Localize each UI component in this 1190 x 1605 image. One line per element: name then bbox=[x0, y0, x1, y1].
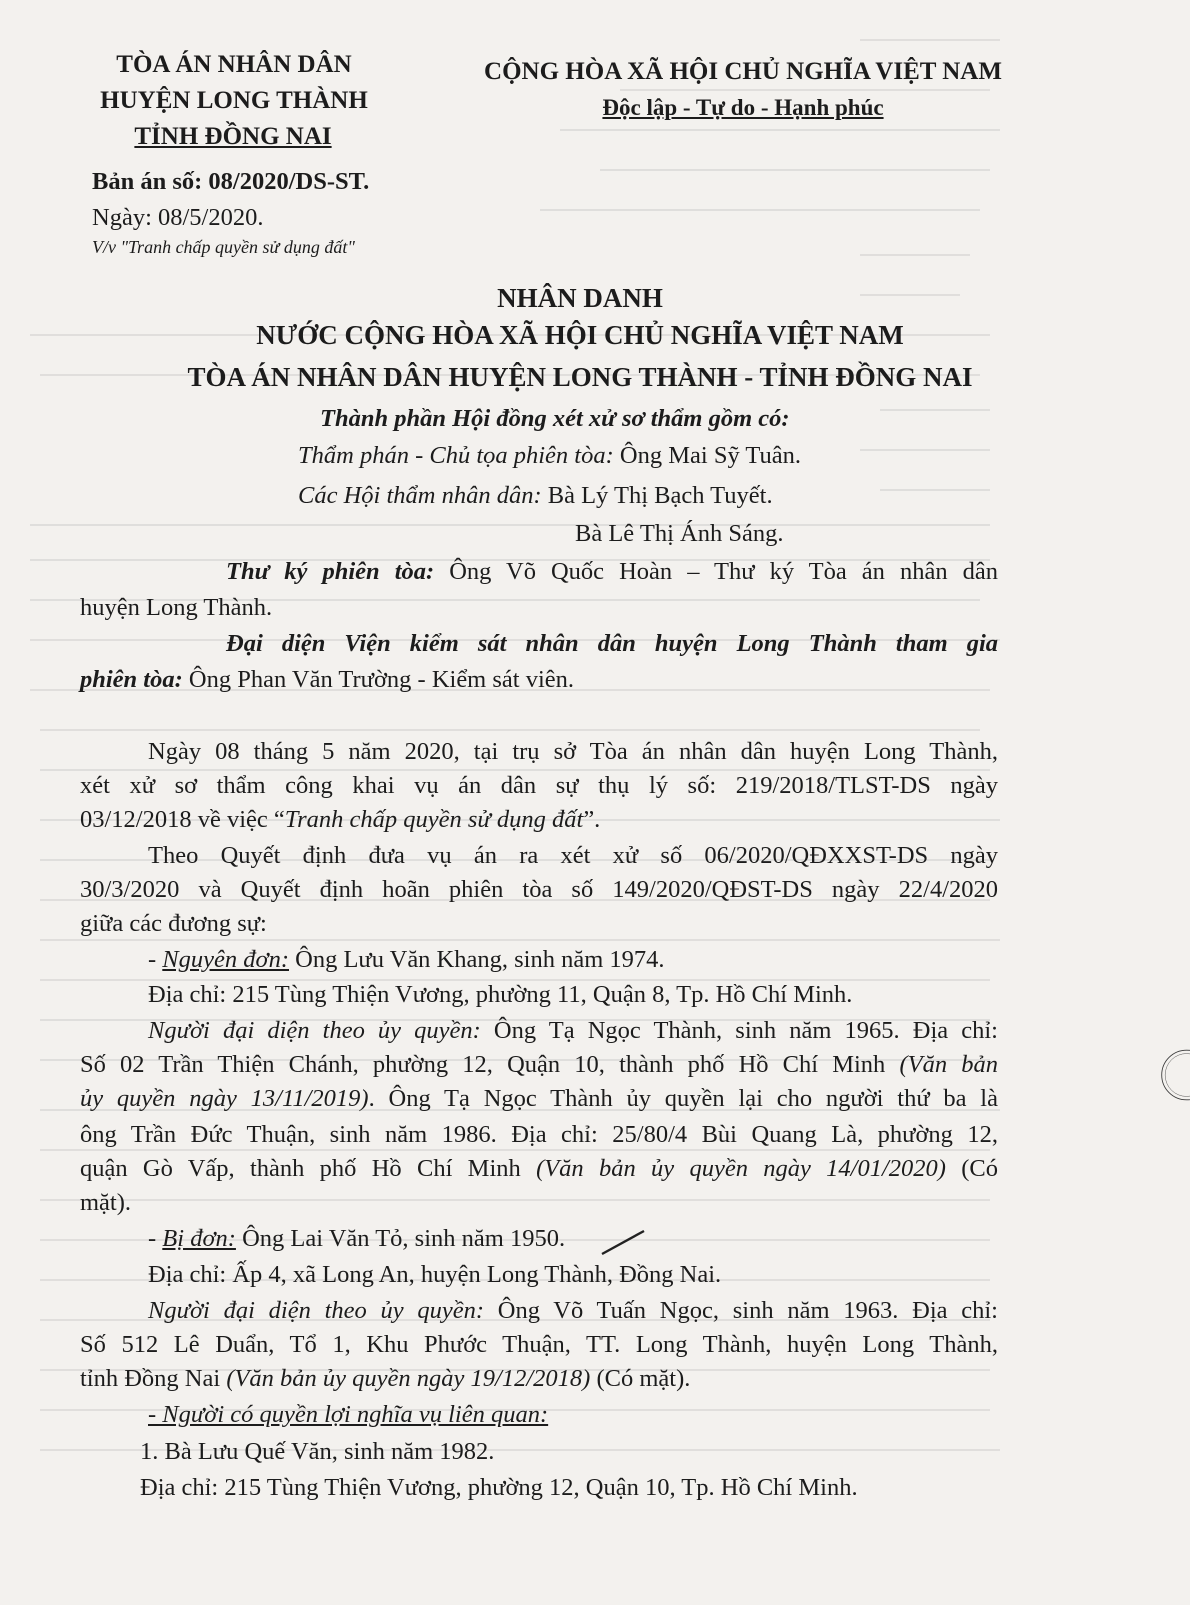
judgment-number: Bản án số: 08/2020/DS-ST. bbox=[92, 168, 370, 195]
rep2-line1 bbox=[148, 1296, 998, 1326]
rep2-line3-end: (Có mặt). bbox=[590, 1365, 691, 1392]
rep2-line3-italic: (Văn bản ủy quyền ngày 19/12/2018) bbox=[226, 1365, 591, 1392]
rep1-line3-text: . Ông Tạ Ngọc Thành ủy quyền lại cho người thứ ba là bbox=[368, 1085, 998, 1112]
rep1-line2-italic: (Văn bản bbox=[899, 1051, 998, 1078]
plaintiff-dash: - bbox=[148, 946, 163, 973]
para1-line3-end: ”. bbox=[583, 806, 601, 833]
republic-name: CỘNG HÒA XÃ HỘI CHỦ NGHĨA VIỆT NAM bbox=[484, 58, 1002, 85]
rep1-label: Người đại diện theo ủy quyền: bbox=[148, 1017, 481, 1044]
rep2-line3 bbox=[80, 1364, 690, 1394]
court-name-line1: TÒA ÁN NHÂN DÂN bbox=[116, 51, 352, 78]
clerk-text: Ông Võ Quốc Hoàn – Thư ký Tòa án nhân dân bbox=[434, 558, 999, 585]
rep1-line5-text: quận Gò Vấp, thành phố Hồ Chí Minh bbox=[80, 1155, 537, 1182]
para2-line3: giữa các đương sự: bbox=[80, 910, 267, 937]
rep1-line5 bbox=[80, 1154, 998, 1184]
presiding-judge bbox=[298, 441, 801, 471]
procuracy-line2 bbox=[80, 665, 574, 695]
rep1-line5-end: (Có bbox=[945, 1155, 998, 1182]
presiding-judge-label: Thẩm phán - Chủ tọa phiên tòa: bbox=[298, 442, 614, 469]
assessor-1: Bà Lý Thị Bạch Tuyết. bbox=[541, 482, 773, 509]
rep2-line3-text: tỉnh Đồng Nai bbox=[80, 1365, 227, 1392]
case-subject: Tranh chấp quyền sử dụng đất bbox=[284, 806, 584, 833]
title-line2: NƯỚC CỘNG HÒA XÃ HỘI CHỦ NGHĨA VIỆT NAM bbox=[256, 320, 904, 350]
defendant-address: Địa chỉ: Ấp 4, xã Long An, huyện Long Thành, Đồng Nai. bbox=[148, 1261, 722, 1288]
para2-line2: 30/3/2020 và Quyết định hoãn phiên tòa số 149/2020/QĐST-DS ngày 22/4/2020 bbox=[80, 876, 998, 903]
procuracy-label2: phiên tòa: bbox=[80, 666, 183, 693]
plaintiff-text: Ông Lưu Văn Khang, sinh năm 1974. bbox=[289, 946, 665, 973]
defendant-line bbox=[148, 1224, 565, 1254]
title-line1: NHÂN DANH bbox=[497, 283, 663, 313]
rep1-line6: mặt). bbox=[80, 1189, 132, 1216]
plaintiff-line bbox=[148, 945, 665, 975]
national-motto: Độc lập - Tự do - Hạnh phúc bbox=[602, 95, 884, 120]
panel-heading: Thành phần Hội đồng xét xử sơ thẩm gồm có: bbox=[320, 405, 790, 432]
defendant-label: Bị đơn: bbox=[162, 1225, 236, 1252]
pen-check-mark bbox=[600, 1228, 646, 1258]
procuracy-line1: Đại diện Viện kiểm sát nhân dân huyện Long Thành tham gia bbox=[226, 630, 998, 657]
clerk-label: Thư ký phiên tòa: bbox=[226, 558, 435, 585]
defendant-text: Ông Lai Văn Tỏ, sinh năm 1950. bbox=[235, 1225, 566, 1252]
judgment-date: Ngày: 08/5/2020. bbox=[92, 204, 264, 231]
rep1-line2 bbox=[80, 1050, 998, 1080]
assessor-2: Bà Lê Thị Ánh Sáng. bbox=[575, 520, 784, 547]
related-party-1-address: Địa chỉ: 215 Tùng Thiện Vương, phường 12, Quận 10, Tp. Hồ Chí Minh. bbox=[140, 1474, 858, 1501]
clerk-line2: huyện Long Thành. bbox=[80, 594, 273, 621]
judgment-subject: V/v "Tranh chấp quyền sử dụng đất" bbox=[92, 237, 355, 257]
assessors-label: Các Hội thẩm nhân dân: bbox=[298, 482, 542, 509]
para1-line1: Ngày 08 tháng 5 năm 2020, tại trụ sở Tòa án nhân dân huyện Long Thành, bbox=[148, 738, 998, 765]
clerk-line1 bbox=[226, 557, 998, 587]
rep2-line2: Số 512 Lê Duẩn, Tổ 1, Khu Phước Thuận, TT. Long Thành, huyện Long Thành, bbox=[80, 1331, 998, 1358]
rep1-text: Ông Tạ Ngọc Thành, sinh năm 1965. Địa chỉ: bbox=[480, 1017, 998, 1044]
related-parties-label: - Người có quyền lợi nghĩa vụ liên quan: bbox=[148, 1401, 549, 1428]
plaintiff-label: Nguyên đơn: bbox=[162, 946, 289, 973]
rep1-line4: ông Trần Đức Thuận, sinh năm 1986. Địa chỉ: 25/80/4 Bùi Quang Là, phường 12, bbox=[80, 1121, 998, 1148]
para2-line1: Theo Quyết định đưa vụ án ra xét xử số 06/2020/QĐXXST-DS ngày bbox=[148, 842, 998, 869]
rep1-line2-text: Số 02 Trần Thiện Chánh, phường 12, Quận 10, thành phố Hồ Chí Minh bbox=[80, 1051, 900, 1078]
para1-line3-start: 03/12/2018 về việc “ bbox=[80, 806, 285, 833]
court-name-line3: TỈNH ĐỒNG NAI bbox=[134, 123, 332, 150]
para1-line2: xét xử sơ thẩm công khai vụ án dân sự thụ lý số: 219/2018/TLST-DS ngày bbox=[80, 772, 998, 799]
plaintiff-address: Địa chỉ: 215 Tùng Thiện Vương, phường 11, Quận 8, Tp. Hồ Chí Minh. bbox=[148, 981, 853, 1008]
procurator-text: Ông Phan Văn Trường - Kiểm sát viên. bbox=[182, 666, 575, 693]
court-name-line2: HUYỆN LONG THÀNH bbox=[100, 87, 368, 114]
rep1-line3 bbox=[80, 1084, 998, 1114]
people-assessors bbox=[298, 481, 773, 511]
rep2-label: Người đại diện theo ủy quyền: bbox=[148, 1297, 485, 1324]
rep1-line1 bbox=[148, 1016, 998, 1046]
title-line3: TÒA ÁN NHÂN DÂN HUYỆN LONG THÀNH - TỈNH ĐỒNG NAI bbox=[187, 362, 973, 392]
court-seal-stamp bbox=[1160, 1010, 1190, 1140]
para1-line3 bbox=[80, 805, 600, 835]
rep1-line5-italic: (Văn bản ủy quyền ngày 14/01/2020) bbox=[536, 1155, 946, 1182]
rep2-text: Ông Võ Tuấn Ngọc, sinh năm 1963. Địa chỉ: bbox=[484, 1297, 998, 1324]
defendant-dash: - bbox=[148, 1225, 163, 1252]
rep1-line3-italic: ủy quyền ngày 13/11/2019) bbox=[80, 1085, 369, 1112]
presiding-judge-name: Ông Mai Sỹ Tuân. bbox=[613, 442, 801, 469]
related-party-1: 1. Bà Lưu Quế Văn, sinh năm 1982. bbox=[140, 1438, 495, 1465]
